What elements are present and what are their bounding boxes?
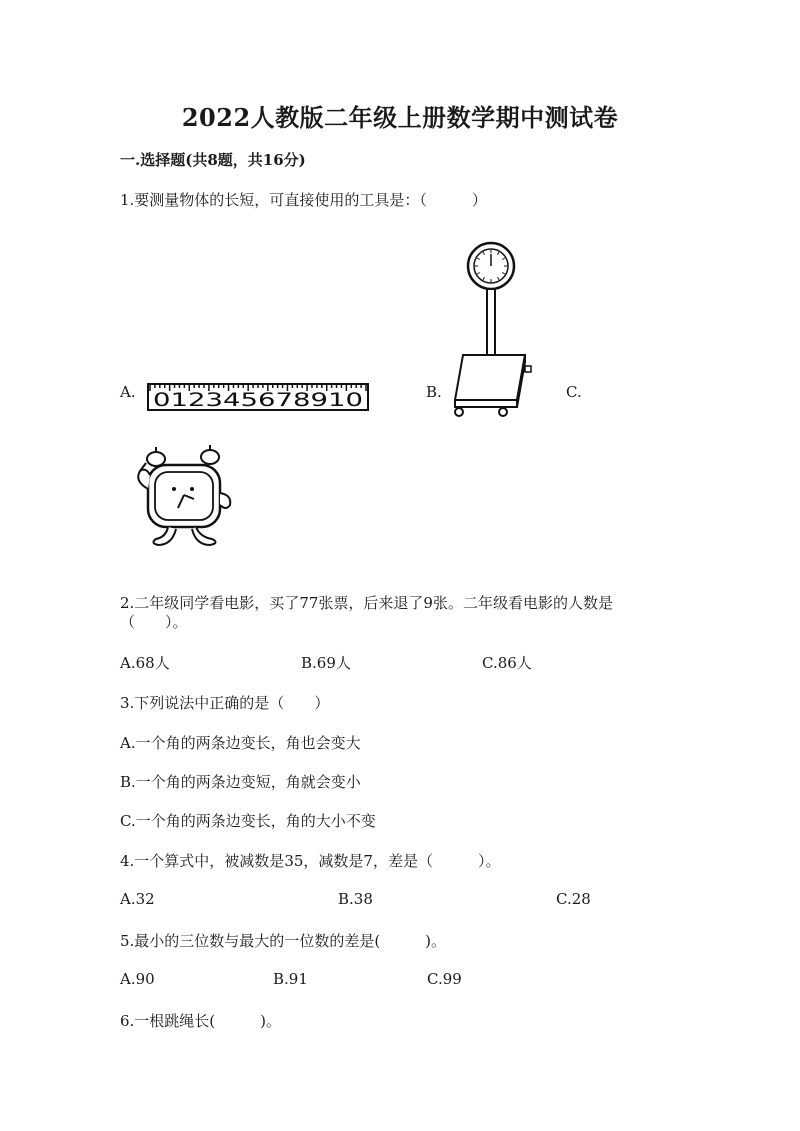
question-1-stem: 1.要测量物体的长短，可直接使用的工具是：（ ） xyxy=(120,191,487,209)
q4-option-c: C.28 xyxy=(556,890,591,908)
q1-option-c-label: C. xyxy=(566,383,582,401)
section-heading: 一.选择题(共8题，共16分) xyxy=(120,151,306,169)
q3-option-a: A.一个角的两条边变长，角也会变大 xyxy=(120,734,361,752)
q2-option-b: B.69人 xyxy=(301,654,351,672)
page-title: 2022人教版二年级上册数学期中测试卷 xyxy=(181,103,619,132)
q2-option-a: A.68人 xyxy=(120,654,170,672)
q2-option-c: C.86人 xyxy=(482,654,532,672)
question-3-stem: 3.下列说法中正确的是（ ） xyxy=(120,694,330,712)
ruler-icon xyxy=(147,383,369,411)
q5-option-a: A.90 xyxy=(120,970,155,988)
question-6-stem: 6.一根跳绳长( )。 xyxy=(120,1012,282,1030)
q4-option-b: B.38 xyxy=(338,890,373,908)
scale-icon xyxy=(445,240,535,420)
q4-option-a: A.32 xyxy=(120,890,155,908)
ruler-digits: 012345678910 xyxy=(153,389,363,411)
question-5-stem: 5.最小的三位数与最大的一位数的差是( )。 xyxy=(120,932,447,950)
q5-option-b: B.91 xyxy=(273,970,308,988)
q5-option-c: C.99 xyxy=(427,970,462,988)
question-2-stem-continued: （ ）。 xyxy=(120,613,188,631)
q3-option-b: B.一个角的两条边变短，角就会变小 xyxy=(120,773,361,791)
alarm-clock-icon xyxy=(128,445,240,549)
q1-option-b-label: B. xyxy=(426,383,442,401)
q3-option-c: C.一个角的两条边变长，角的大小不变 xyxy=(120,812,376,830)
question-4-stem: 4.一个算式中，被减数是35，减数是7，差是（ ）。 xyxy=(120,852,501,870)
q1-option-a-label: A. xyxy=(120,383,136,401)
question-2-stem: 2.二年级同学看电影，买了77张票，后来退了9张。二年级看电影的人数是 xyxy=(120,594,613,612)
